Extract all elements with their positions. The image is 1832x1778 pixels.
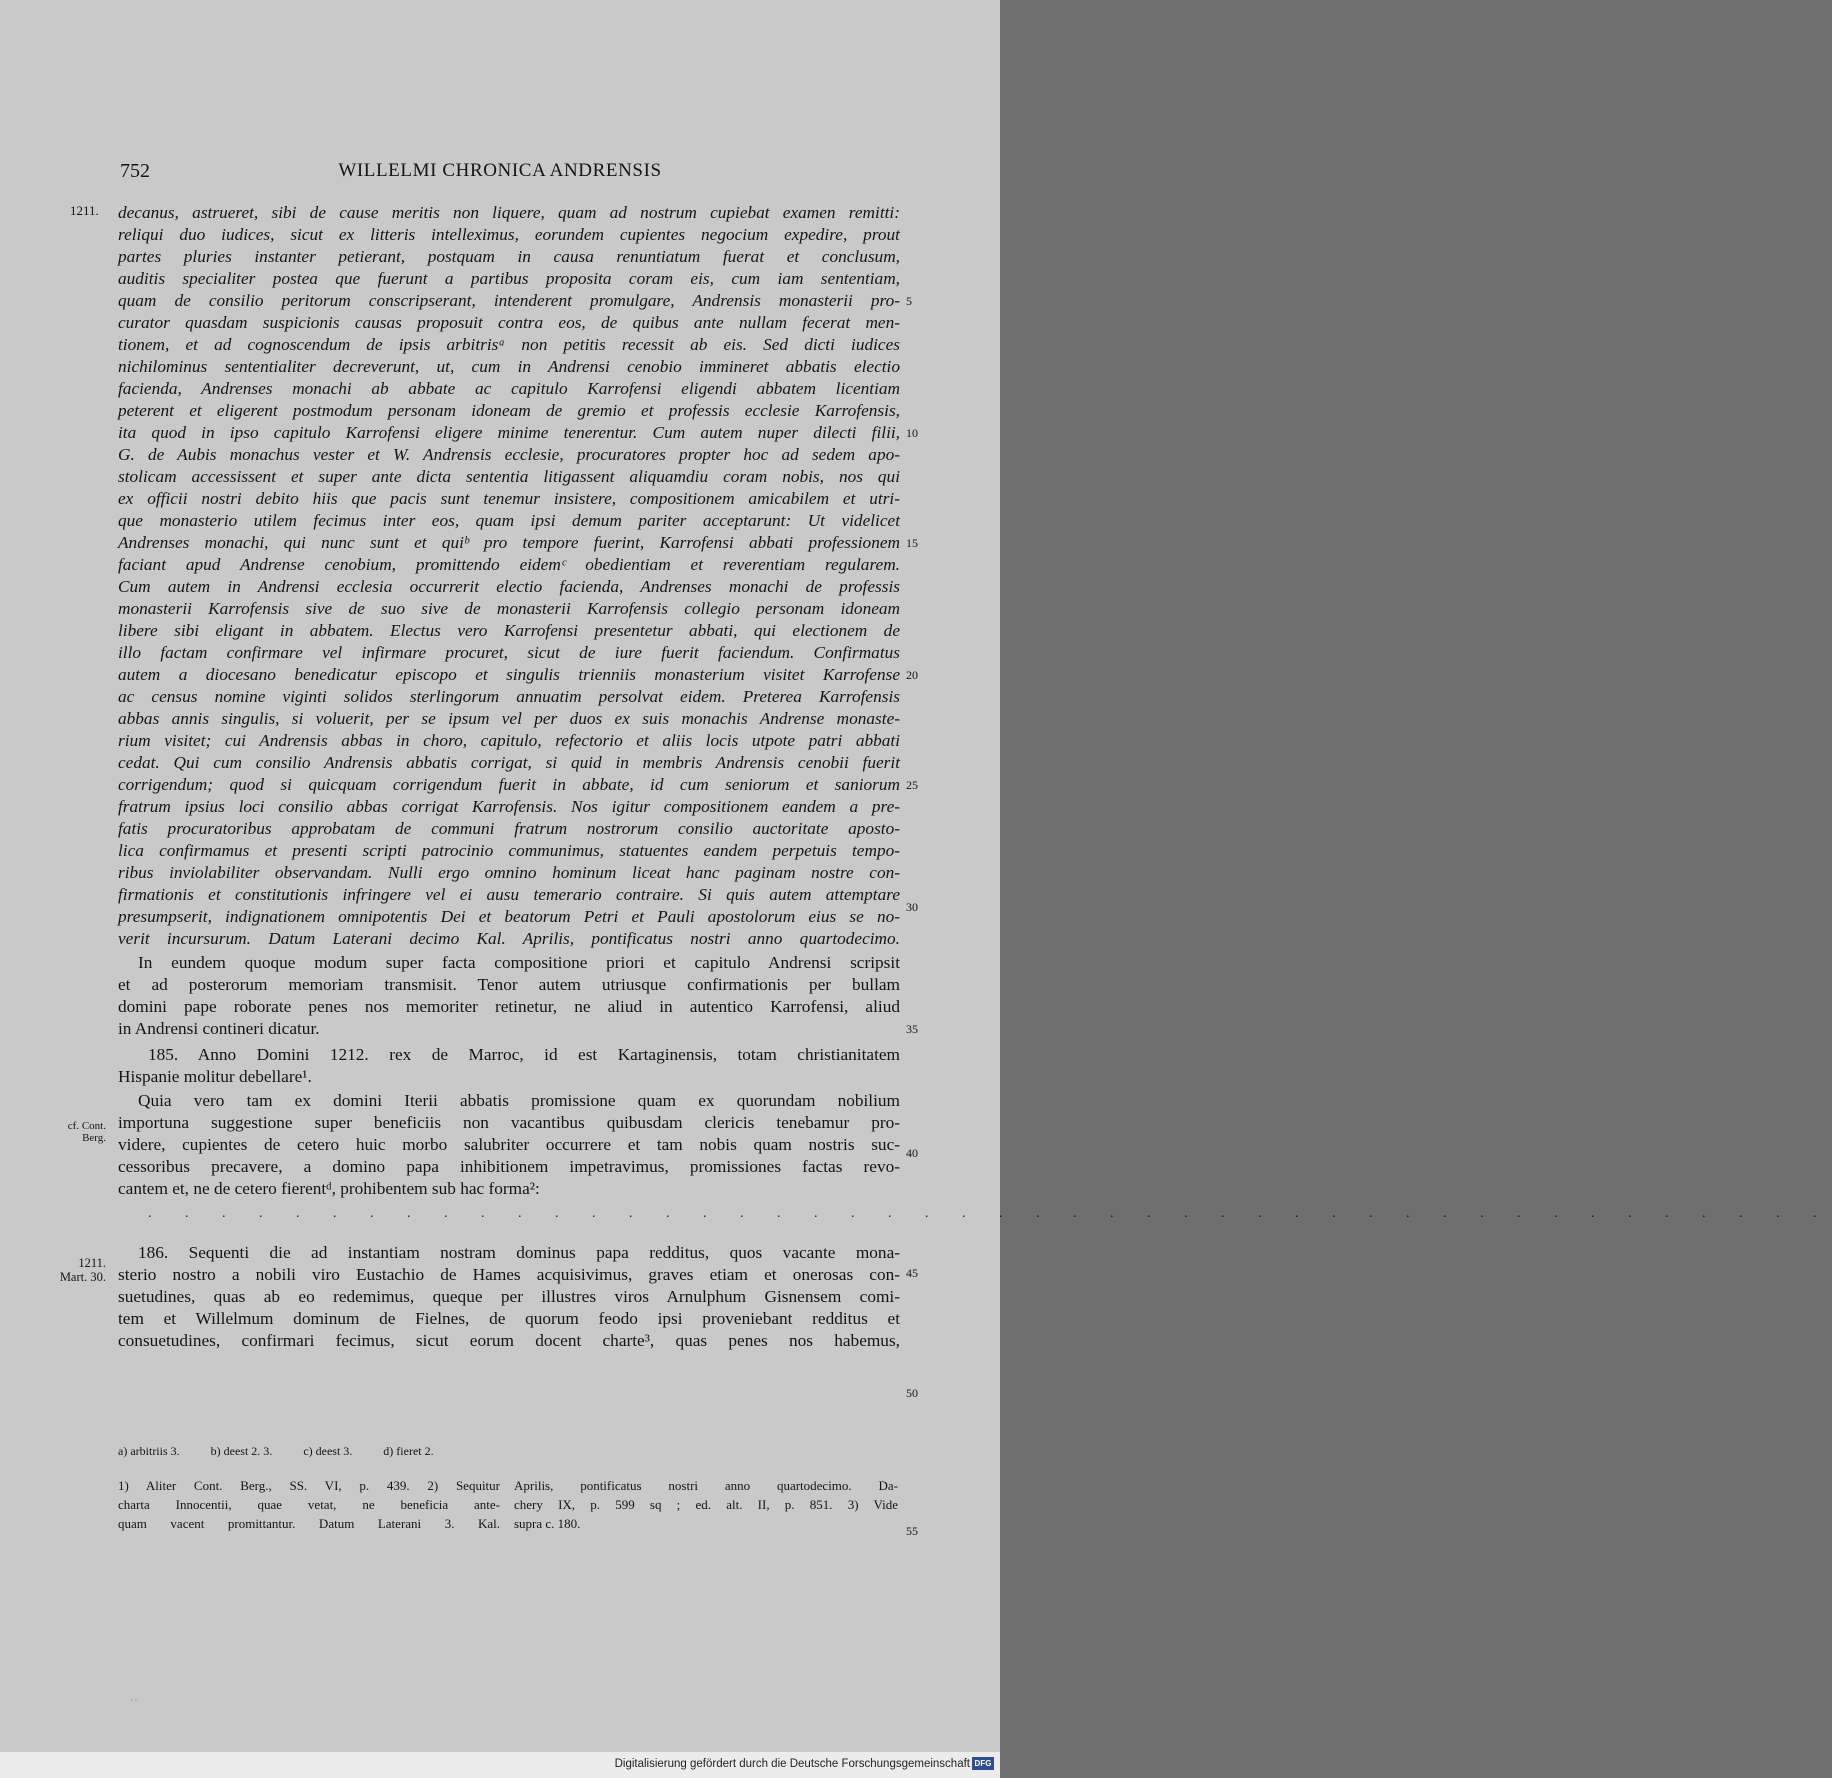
text-line: ita quod in ipso capitulo Karrofensi eligere minime tenerentur. Cum autem nuper dilecti filii, <box>118 423 900 442</box>
text-line: et ad posterorum memoriam transmisit. Tenor autem utriusque confirmationis per bullam <box>118 975 900 994</box>
text-line: lica confirmamus et presenti scripti patrocinio communimus, statuentes eandem perpetuis tempo- <box>118 841 900 860</box>
margin-note-cf <box>58 1120 106 1144</box>
text-line: verit incursurum. Datum Laterani decimo Kal. Aprilis, pontificatus nostri anno quartodecimo. <box>118 929 900 948</box>
text-line: reliqui duo iudices, sicut ex litteris intelleximus, eorundem cupientes negocium expedire, prout <box>118 225 900 244</box>
margin-year: 1211. <box>70 203 99 218</box>
text-line: domini pape roborate penes nos memoriter retinetur, ne aliud in autentico Karrofensi, aliud <box>118 997 900 1016</box>
margin-note-line: Mart. 30. <box>59 1270 106 1284</box>
line-number: 25 <box>906 778 918 792</box>
text-line: cedat. Qui cum consilio Andrensis abbatis corrigat, si quid in membris Andrensis cenobii fuerit <box>118 753 900 772</box>
text-line: importuna suggestione super beneficiis non vacantibus quibusdam clericis tenebamur pro- <box>118 1113 900 1132</box>
text-line: rium visitet; cui Andrensis abbas in choro, capitulo, refectorio et aliis locis utpote patri abbati <box>118 731 900 750</box>
line-number: 55 <box>906 1524 918 1538</box>
scan-specks: · · <box>130 1696 138 1705</box>
line-number: 15 <box>906 536 918 550</box>
page-header <box>0 160 1000 190</box>
text-line: fratrum ipsius loci consilio abbas corrigat Karrofensis. Nos igitur compositionem eandem a pre- <box>118 797 900 816</box>
text-line: 186. Sequenti die ad instantiam nostram dominus papa redditus, quos vacante mona- <box>138 1243 900 1262</box>
text-line: sterio nostro a nobili viro Eustachio de Hames acquisivimus, graves etiam et onerosas con- <box>118 1265 900 1284</box>
margin-note-line: 1211. <box>78 1256 106 1270</box>
margin-note-date <box>58 1256 106 1284</box>
line-number: 20 <box>906 668 918 682</box>
text-line: ac census nomine viginti solidos sterlingorum annuatim persolvat eidem. Preterea Karrofensis <box>118 687 900 706</box>
text-line: decanus, astrueret, sibi de cause meritis non liquere, quam ad nostrum cupiebat examen remitti: <box>118 203 900 222</box>
text-line: corrigendum; quod si quicquam corrigendum fuerit in abbate, id cum seniorum et saniorum <box>118 775 900 794</box>
text-line: cantem et, ne de cetero fierentᵈ, prohibentem sub hac forma²: <box>118 1179 540 1198</box>
text-line: presumpserit, indignationem omnipotentis Dei et beatorum Petri et Pauli apostolorum eius se no- <box>118 907 900 926</box>
line-number: 45 <box>906 1266 918 1280</box>
critical-apparatus <box>118 1444 462 1459</box>
text-line: faciant apud Andrense cenobium, promittendo eidemᶜ obedientiam et reverentiam regularem. <box>118 555 900 574</box>
running-title: WILLELMI CHRONICA ANDRENSIS <box>338 160 662 181</box>
margin-note-line: Berg. <box>82 1132 106 1144</box>
line-number: 40 <box>906 1146 918 1160</box>
text-line: in Andrensi contineri dicatur. <box>118 1019 320 1038</box>
line-number: 50 <box>906 1386 918 1400</box>
apparatus-note: a) arbitriis 3. <box>118 1444 180 1458</box>
text-line: firmationis et constitutionis infringere vel ei ausu temerario contraire. Si quis autem attemptare <box>118 885 900 904</box>
text-line: quam de consilio peritorum conscripserant, intenderent promulgare, Andrensis monasterii pro- <box>118 291 900 310</box>
text-line: suetudines, quas ab eo redemimus, queque per illustres viros Arnulphum Gisnensem comi- <box>118 1287 900 1306</box>
text-line: cessoribus precavere, a domino papa inhibitionem impetravimus, promissiones factas revo- <box>118 1157 900 1176</box>
text-line: G. de Aubis monachus vester et W. Andrensis ecclesie, procuratores propter hoc ad sedem apo- <box>118 445 900 464</box>
dfg-logo-icon: DFG <box>972 1757 994 1770</box>
text-line: In eundem quoque modum super facta compositione priori et capitulo Andrensi scripsit <box>138 953 900 972</box>
text-line: 185. Anno Domini 1212. rex de Marroc, id est Kartaginensis, totam christianitatem <box>148 1045 900 1064</box>
apparatus-note: d) fieret 2. <box>383 1444 434 1458</box>
text-line: tem et Willelmum dominum de Fielnes, de quorum feodo ipsi proveniebant redditus et <box>118 1309 900 1328</box>
text-line: peterent et eligerent postmodum personam idoneam de gremio et professis ecclesie Karrofensis, <box>118 401 900 420</box>
footnotes-left-column <box>118 1476 500 1533</box>
text-line: stolicam accessissent et super ante dicta sententia litigassent aliquamdiu coram nobis, nos qui <box>118 467 900 486</box>
text-line: ex officii nostri debito hiis que pacis sunt tenemur insistere, compositionem amicabilem et utri- <box>118 489 900 508</box>
text-line: Andrenses monachi, qui nunc sunt et quiᵇ pro tempore fuerint, Karrofensi abbati professionem <box>118 533 900 552</box>
page-number: 752 <box>120 160 150 182</box>
text-line: autem a diocesano benedicatur episcopo et singulis trienniis monasterium visitet Karrofense <box>118 665 900 684</box>
text-line: nichilominus sententialiter decreverunt, ut, cum in Andrensi cenobio immineret abbatis electio <box>118 357 900 376</box>
footnote-line: Aprilis, pontificatus nostri anno quartodecimo. Da- <box>514 1478 898 1493</box>
footnote-line: chery IX, p. 599 sq ; ed. alt. II, p. 851. 3) Vide <box>514 1497 898 1512</box>
text-line: Quia vero tam ex domini Iterii abbatis promissione quam ex quorundam nobilium <box>138 1091 900 1110</box>
footnote-line: quam vacent promittantur. Datum Laterani 3. Kal. <box>118 1516 500 1531</box>
margin-note-line: cf. Cont. <box>67 1120 106 1132</box>
text-line: abbas annis singulis, si voluerit, per se ipsum vel per duos ex suis monachis Andrense monaste- <box>118 709 900 728</box>
text-line: fatis procuratoribus approbatam de communi fratrum nostrorum consilio auctoritate aposto- <box>118 819 900 838</box>
text-line: auditis specialiter postea que fuerunt a partibus proposita coram eis, cum iam sententiam, <box>118 269 900 288</box>
text-line: tionem, et ad cognoscendum de ipsis arbitrisᵃ non petitis recessit ab eis. Sed dicti iudices <box>118 335 900 354</box>
line-number: 10 <box>906 426 918 440</box>
text-line: facienda, Andrenses monachi ab abbate ac capitulo Karrofensi eligendi abbatem licentiam <box>118 379 900 398</box>
text-line: Hispanie molitur debellare¹. <box>118 1067 312 1086</box>
text-line: partes pluries instanter petierant, postquam in causa renuntiatum fuerat et conclusum, <box>118 247 900 266</box>
footer-credit: Digitalisierung gefördert durch die Deutsche Forschungsgemeinschaft <box>614 1758 970 1770</box>
apparatus-note: c) deest 3. <box>303 1444 353 1458</box>
text-line: ribus inviolabiliter observandam. Nulli ergo omnino hominum liceat hanc paginam nostre con- <box>118 863 900 882</box>
footnote-line: 1) Aliter Cont. Berg., SS. VI, p. 439. 2) Sequitur <box>118 1478 500 1493</box>
text-line: illo factam confirmare vel infirmare procuret, sicut de iure fuerit faciendum. Confirmatus <box>118 643 900 662</box>
text-line: videre, cupientes de cetero huic morbo salubriter occurrere et tam nobis quam nostris suc- <box>118 1135 900 1154</box>
omission-dots: . . . . . . . . . . . . . . . . . . . . . . . . . . . . . . . . . . . . . . . . . . . . . . <box>148 1206 1832 1221</box>
apparatus-note: b) deest 2. 3. <box>210 1444 273 1458</box>
text-line: monasterii Karrofensis sive de suo sive de monasterii Karrofensis collegio personam idoneam <box>118 599 900 618</box>
footnote-line: charta Innocentii, quae vetat, ne beneficia ante- <box>118 1497 500 1512</box>
footnote-line: supra c. 180. <box>514 1516 581 1531</box>
text-line: consuetudines, confirmari fecimus, sicut eorum docent charte³, quas penes nos habemus, <box>118 1331 900 1350</box>
text-line: que monasterio utilem fecimus inter eos, quam ipsi demum pariter acceptarunt: Ut videlicet <box>118 511 900 530</box>
text-line: libere sibi eligant in abbatem. Electus vero Karrofensi presentetur abbati, qui electionem de <box>118 621 900 640</box>
line-number: 5 <box>906 294 912 308</box>
line-number: 35 <box>906 1022 918 1036</box>
footer-bar <box>0 1752 1000 1778</box>
footnotes-right-column <box>514 1476 898 1533</box>
text-line: Cum autem in Andrensi ecclesia occurrerit electio facienda, Andrenses monachi de professis <box>118 577 900 596</box>
line-number: 30 <box>906 900 918 914</box>
text-line: curator quasdam suspicionis causas proposuit contra eos, de quibus ante nullam fecerat men- <box>118 313 900 332</box>
